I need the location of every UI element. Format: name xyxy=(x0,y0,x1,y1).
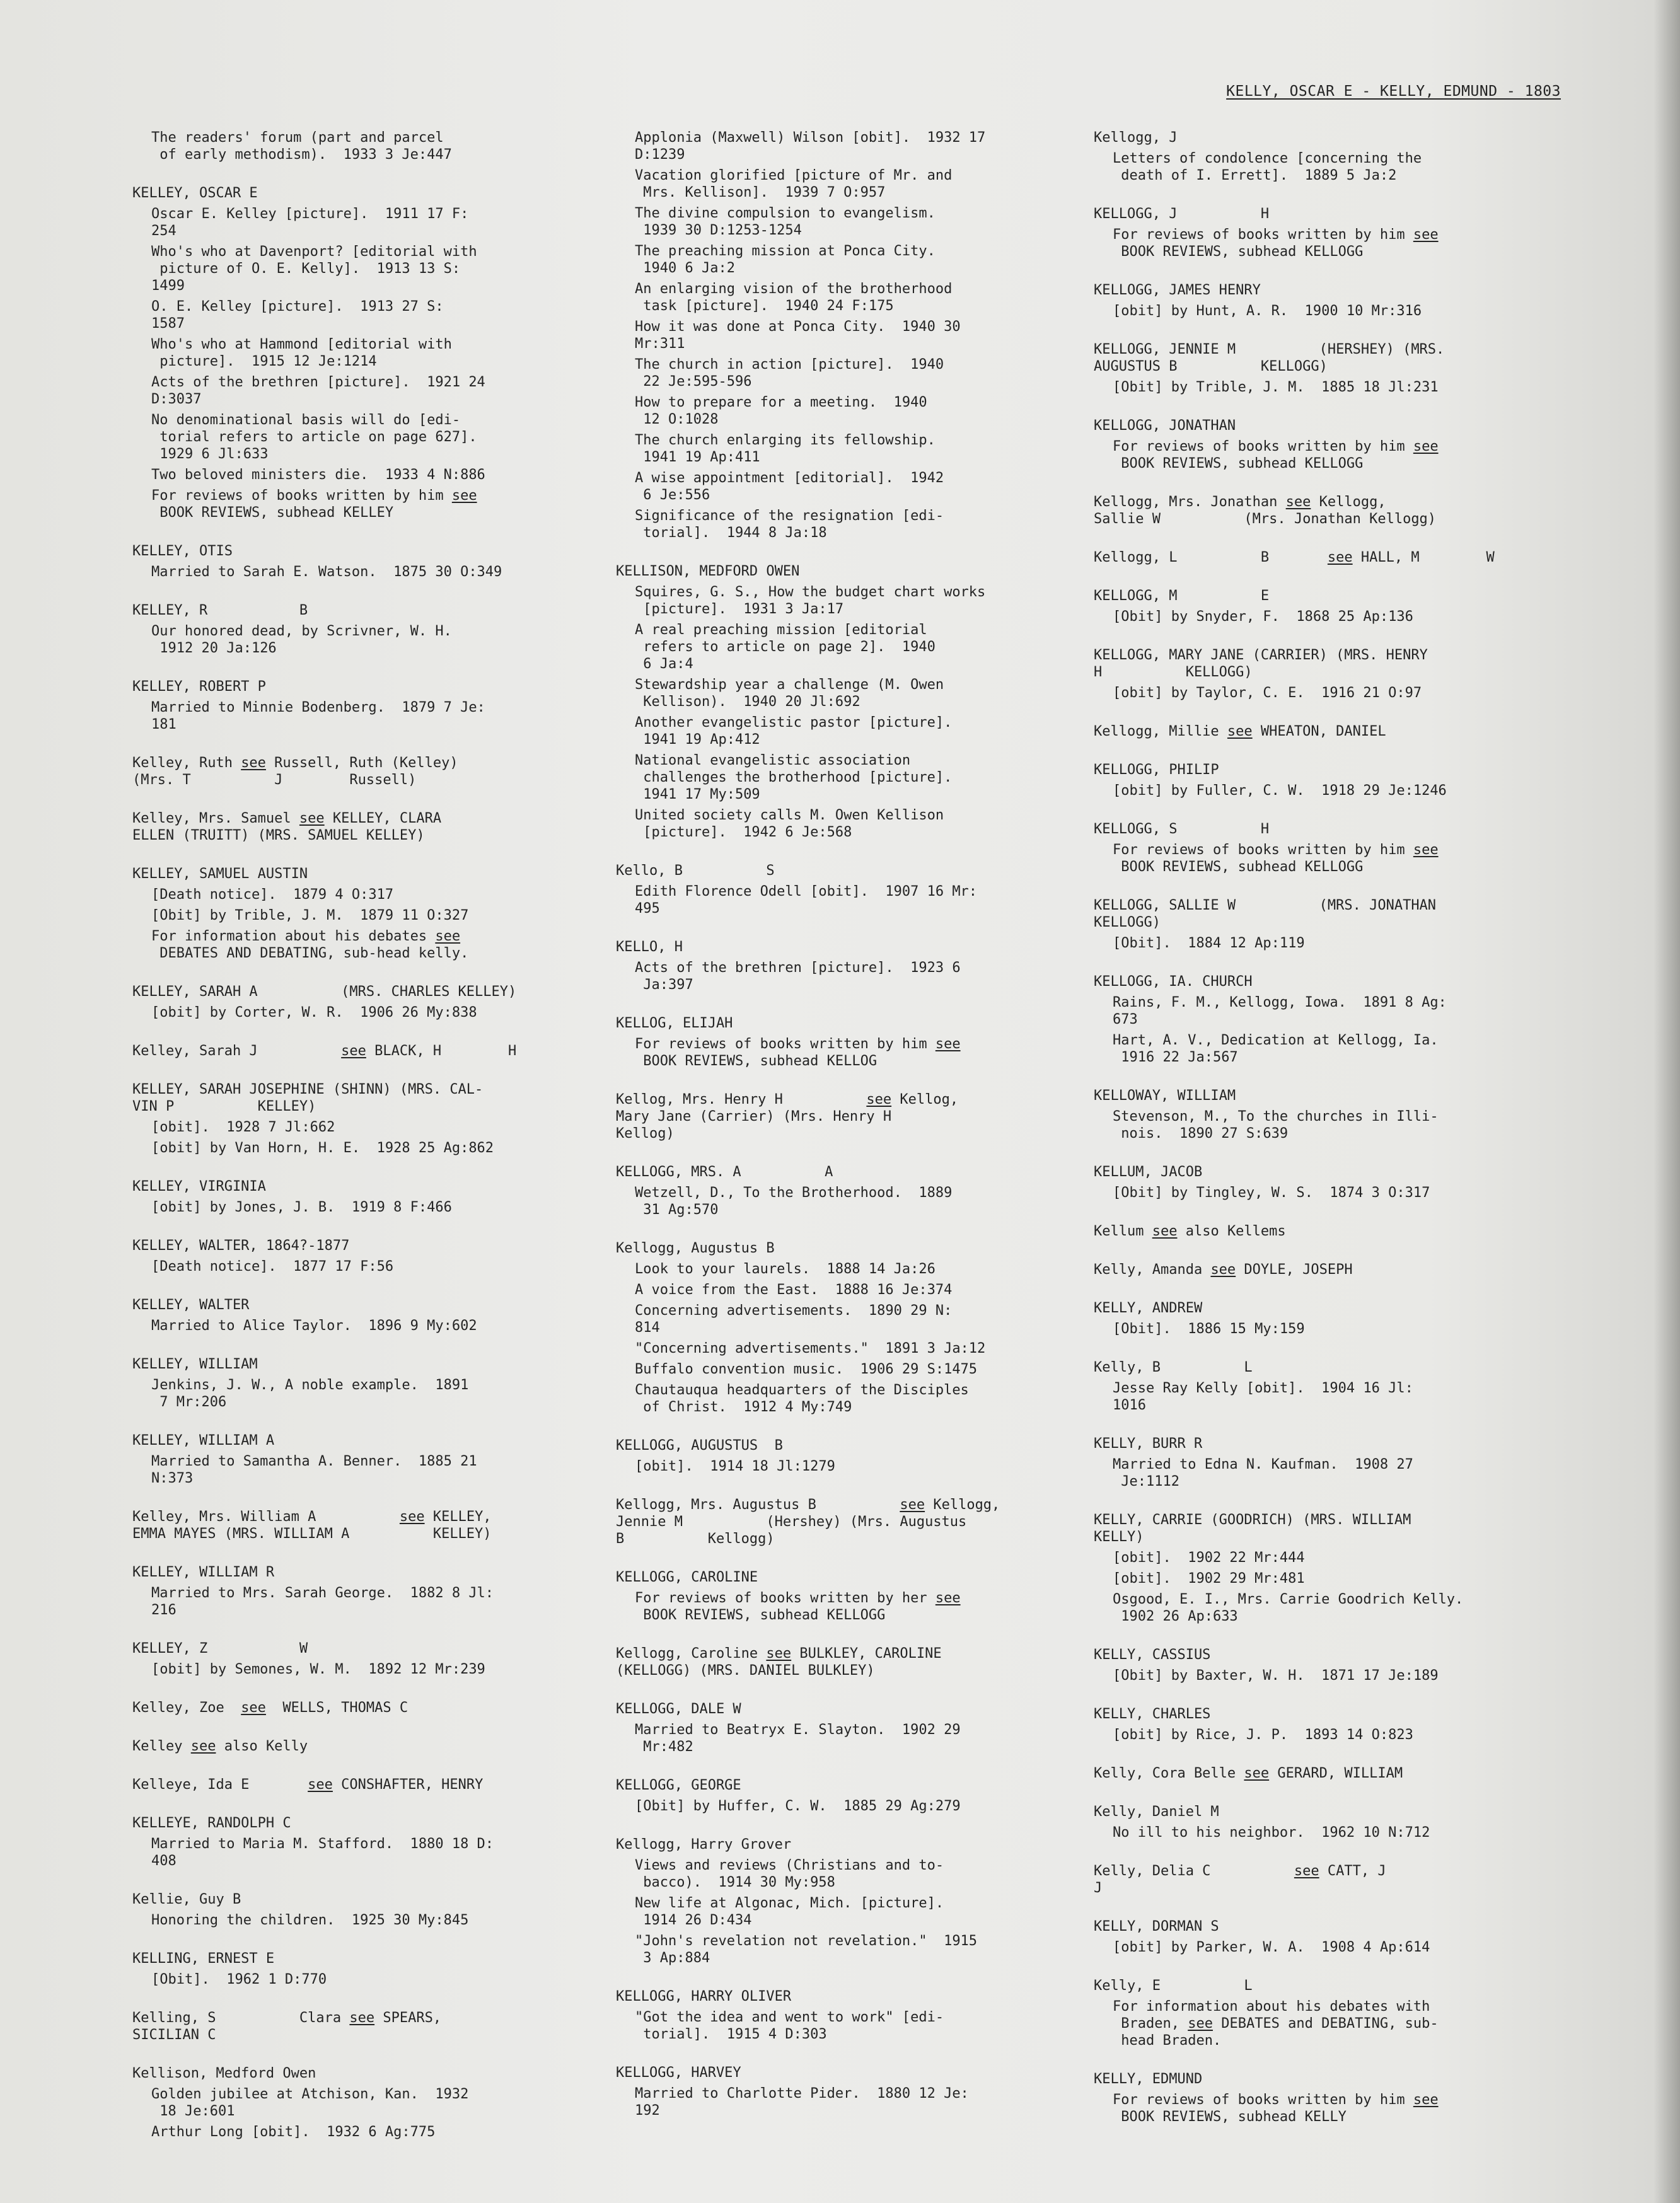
index-entry xyxy=(616,563,1051,841)
entry-heading: KELLOGG, PHILIP xyxy=(1094,762,1219,778)
index-entry xyxy=(132,185,561,521)
entry-heading: Kelly, E L xyxy=(1094,1978,1253,1994)
entry-citation: Two beloved ministers die. 1933 4 N:886 xyxy=(151,467,485,483)
entry-heading: KELLEY, OSCAR E xyxy=(132,185,258,201)
index-column-2 xyxy=(616,129,1051,2141)
entry-citation: For information about his debates with Braden, see DEBATES and DEBATING, sub- head Braden. xyxy=(1113,1999,1439,2049)
see-reference: see xyxy=(1285,494,1311,510)
entry-citation: No ill to his neighbor. 1962 10 N:712 xyxy=(1113,1825,1430,1841)
see-reference: see xyxy=(935,1590,961,1606)
index-entry xyxy=(132,1356,561,1411)
see-reference: see xyxy=(451,488,477,504)
see-reference: see xyxy=(900,1497,925,1513)
entry-heading: Kellison, Medford Owen xyxy=(132,2066,316,2081)
index-entry xyxy=(1094,587,1535,625)
index-entry xyxy=(616,1569,1051,1624)
entry-heading: KELLY, CARRIE (GOODRICH) (MRS. WILLIAM KELLY) xyxy=(1094,1512,1411,1545)
entry-citation: For reviews of books written by him see BOOK REVIEWS, subhead KELLOGG xyxy=(1113,842,1439,875)
entry-citation: Look to your laurels. 1888 14 Ja:26 xyxy=(635,1261,936,1277)
index-entry xyxy=(132,1776,561,1793)
index-entry xyxy=(132,755,561,789)
index-entry xyxy=(1094,494,1535,528)
see-reference: see xyxy=(399,1509,425,1525)
see-reference: see xyxy=(241,755,266,771)
entry-heading: Kelley, Mrs. Samuel see KELLEY, CLARA ELLEN (TRUITT) (MRS. SAMUEL KELLEY) xyxy=(132,811,442,843)
entry-citation: "Got the idea and went to work" [edi- torial]. 1915 4 D:303 xyxy=(635,2009,944,2042)
entry-citation: Acts of the brethren [picture]. 1923 6 Ja:397 xyxy=(635,960,961,993)
entry-citation: O. E. Kelley [picture]. 1913 27 S: 1587 xyxy=(151,299,444,332)
entry-citation: [obit] by Fuller, C. W. 1918 29 Je:1246 xyxy=(1113,783,1447,799)
index-entry xyxy=(1094,1223,1535,1240)
entry-citation: [obit] by Parker, W. A. 1908 4 Ap:614 xyxy=(1113,1940,1430,1955)
entry-heading: KELLOGG, JENNIE M (HERSHEY) (MRS. AUGUSTUS B KELLOGG) xyxy=(1094,342,1445,374)
entry-citation-continued: The divine compulsion to evangelism. 1939 30 D:1253-1254 xyxy=(635,205,936,238)
see-reference: see xyxy=(766,1646,792,1662)
index-entry xyxy=(1094,1435,1535,1490)
entry-citation: [Obit]. 1884 12 Ap:119 xyxy=(1113,935,1305,951)
entry-heading: KELLEY, OTIS xyxy=(132,543,233,559)
index-entry xyxy=(132,810,561,844)
entry-heading: Kellum see also Kellems xyxy=(1094,1223,1286,1239)
entry-heading: KELLEY, WALTER xyxy=(132,1297,250,1313)
see-reference: see xyxy=(1188,2016,1213,2032)
index-entry xyxy=(616,1015,1051,1070)
entry-heading: KELLEY, WALTER, 1864?-1877 xyxy=(132,1238,350,1254)
index-entry xyxy=(1094,647,1535,702)
running-head xyxy=(1202,83,1561,100)
see-reference: see xyxy=(299,811,325,826)
index-entry xyxy=(132,543,561,581)
see-reference: see xyxy=(341,1043,366,1059)
see-reference: see xyxy=(1152,1223,1178,1239)
entry-citation: For reviews of books written by him see BOOK REVIEWS, subhead KELLOGG xyxy=(1113,227,1439,260)
entry-citation: [Death notice]. 1879 4 O:317 xyxy=(151,887,394,903)
see-reference: see xyxy=(1294,1863,1319,1879)
index-entry xyxy=(132,1950,561,1988)
index-entry xyxy=(1094,1706,1535,1743)
entry-heading: Kelly, Daniel M xyxy=(1094,1804,1219,1820)
see-reference: see xyxy=(866,1092,892,1107)
index-entry xyxy=(616,1701,1051,1755)
index-entry xyxy=(132,2009,561,2044)
index-entry xyxy=(132,129,561,163)
entry-citation: Another evangelistic pastor [picture]. 1941 19 Ap:412 xyxy=(635,715,953,748)
index-entry xyxy=(1094,341,1535,396)
index-entry xyxy=(132,1815,561,1870)
entry-heading: KELLEY, SARAH A (MRS. CHARLES KELLEY) xyxy=(132,984,517,1000)
index-entry xyxy=(1094,973,1535,1066)
entry-heading: Kellogg, Mrs. Jonathan see Kellogg, Sallie W (Mrs. Jonathan Kellogg) xyxy=(1094,494,1437,527)
entry-citation: [Obit] by Trible, J. M. 1879 11 O:327 xyxy=(151,908,469,923)
index-entry xyxy=(132,1891,561,1929)
index-entry xyxy=(616,1777,1051,1815)
entry-heading: Kelly, Cora Belle see GERARD, WILLIAM xyxy=(1094,1766,1403,1781)
entry-citation-continued: An enlarging vision of the brotherhood task [picture]. 1940 24 F:175 xyxy=(635,281,953,314)
entry-heading: KELLEY, SARAH JOSEPHINE (SHINN) (MRS. CAL- VIN P KELLEY) xyxy=(132,1082,484,1114)
entry-citation: Honoring the children. 1925 30 My:845 xyxy=(151,1912,469,1928)
entry-heading: KELLOGG, M E xyxy=(1094,588,1270,604)
entry-heading: KELLEYE, RANDOLPH C xyxy=(132,1815,291,1831)
index-entry xyxy=(616,1645,1051,1679)
entry-citation: [Obit] by Snyder, F. 1868 25 Ap:136 xyxy=(1113,609,1413,625)
entry-citation: For information about his debates see DEBATES AND DEBATING, sub-head kelly. xyxy=(151,928,469,961)
entry-citation: Rains, F. M., Kellogg, Iowa. 1891 8 Ag: 673 xyxy=(1113,995,1447,1027)
entry-heading: KELLOGG, HARRY OLIVER xyxy=(616,1989,792,2004)
entry-citation: [obit] by Taylor, C. E. 1916 21 O:97 xyxy=(1113,685,1422,701)
entry-heading: KELLY, BURR R xyxy=(1094,1436,1203,1452)
entry-heading: Kelley, Sarah J see BLACK, H H xyxy=(132,1043,517,1059)
entry-citation: National evangelistic association challenges the brotherhood [picture]. 1941 17 My:509 xyxy=(635,753,953,802)
entry-citation: [Obit]. 1886 15 My:159 xyxy=(1113,1321,1305,1337)
entry-heading: KELLOGG, AUGUSTUS B xyxy=(616,1438,783,1454)
entry-citation: [Obit] by Baxter, W. H. 1871 17 Je:189 xyxy=(1113,1668,1439,1684)
see-reference: see xyxy=(1210,1262,1236,1278)
entry-citation: Our honored dead, by Scrivner, W. H. 1912 20 Ja:126 xyxy=(151,623,452,656)
entry-citation: For reviews of books written by him see BOOK REVIEWS, subhead KELLOGG xyxy=(1113,439,1439,471)
index-entry xyxy=(1094,549,1535,566)
entry-citation: [obit] by Jones, J. B. 1919 8 F:466 xyxy=(151,1200,452,1215)
entry-heading: KELLEY, R B xyxy=(132,603,308,618)
entry-citation: "Concerning advertisements." 1891 3 Ja:12 xyxy=(635,1341,986,1356)
index-entry xyxy=(616,1496,1051,1547)
index-entry xyxy=(132,1178,561,1216)
entry-heading: KELLEY, WILLIAM R xyxy=(132,1564,275,1580)
entry-citation: [obit]. 1902 22 Mr:444 xyxy=(1113,1550,1305,1566)
entry-heading: Kelley see also Kelly xyxy=(132,1738,308,1754)
entry-citation: Views and reviews (Christians and to- bacco). 1914 30 My:958 xyxy=(635,1858,944,1890)
index-entry xyxy=(1094,1918,1535,1956)
index-entry xyxy=(132,1508,561,1542)
entry-citation: Golden jubilee at Atchison, Kan. 1932 18 Je:601 xyxy=(151,2086,469,2119)
entry-citation: Married to Sarah E. Watson. 1875 30 O:349 xyxy=(151,564,502,580)
index-entry xyxy=(1094,205,1535,260)
entry-heading: Kelly, Amanda see DOYLE, JOSEPH xyxy=(1094,1262,1353,1278)
entry-citation: Married to Charlotte Pider. 1880 12 Je: 192 xyxy=(635,2086,969,2119)
entry-heading: KELLOGG, MRS. A A xyxy=(616,1164,833,1180)
entry-citation: [Obit] by Huffer, C. W. 1885 29 Ag:279 xyxy=(635,1798,961,1814)
entry-heading: KELLOWAY, WILLIAM xyxy=(1094,1088,1236,1104)
entry-heading: KELLY, ANDREW xyxy=(1094,1300,1203,1316)
entry-heading: KELLY, CASSIUS xyxy=(1094,1647,1211,1663)
entry-heading: KELLEY, SAMUEL AUSTIN xyxy=(132,866,308,882)
entry-citation: Oscar E. Kelley [picture]. 1911 17 F: 254 xyxy=(151,206,469,239)
entry-citation: [Obit] by Trible, J. M. 1885 18 Jl:231 xyxy=(1113,379,1439,395)
index-entry xyxy=(132,678,561,733)
entry-heading: Kelley, Mrs. William A see KELLEY, EMMA MAYES (MRS. WILLIAM A KELLEY) xyxy=(132,1509,492,1542)
index-entry xyxy=(132,1738,561,1755)
entry-heading: KELLISON, MEDFORD OWEN xyxy=(616,564,800,579)
entry-heading: Kellie, Guy B xyxy=(132,1892,241,1907)
entry-citation: [obit] by Van Horn, H. E. 1928 25 Ag:862 xyxy=(151,1140,494,1156)
entry-heading: KELLEY, VIRGINIA xyxy=(132,1179,266,1194)
entry-citation: Letters of condolence [concerning the death of I. Errett]. 1889 5 Ja:2 xyxy=(1113,151,1422,183)
entry-heading: KELLOGG, DALE W xyxy=(616,1701,741,1717)
index-entry xyxy=(616,1240,1051,1416)
entry-citation: [obit]. 1902 29 Mr:481 xyxy=(1113,1571,1305,1587)
entry-heading: KELLY, EDMUND xyxy=(1094,2071,1203,2087)
entry-heading: KELLY, CHARLES xyxy=(1094,1706,1211,1722)
see-reference: see xyxy=(308,1777,333,1793)
entry-citation-continued: Vacation glorified [picture of Mr. and Mrs. Kellison]. 1939 7 O:957 xyxy=(635,168,953,200)
entry-citation: Married to Beatryx E. Slayton. 1902 29 Mr:482 xyxy=(635,1722,961,1755)
entry-citation: Married to Maria M. Stafford. 1880 18 D: 408 xyxy=(151,1836,494,1869)
entry-heading: Kellogg, Augustus B xyxy=(616,1240,775,1256)
entry-citation: Edith Florence Odell [obit]. 1907 16 Mr: 495 xyxy=(635,884,978,916)
index-entry xyxy=(1094,1646,1535,1684)
index-entry xyxy=(1094,2071,1535,2125)
entry-heading: KELLOG, ELIJAH xyxy=(616,1015,733,1031)
entry-citation: "John's revelation not revelation." 1915 3 Ap:884 xyxy=(635,1933,978,1966)
index-entry xyxy=(1094,1512,1535,1625)
entry-citation: [Obit] by Tingley, W. S. 1874 3 O:317 xyxy=(1113,1185,1430,1201)
index-entry xyxy=(616,129,1051,541)
index-entry xyxy=(616,939,1051,993)
entry-citation: For reviews of books written by him see BOOK REVIEWS, subhead KELLEY xyxy=(151,488,477,521)
entry-citation: [obit] by Rice, J. P. 1893 14 O:823 xyxy=(1113,1727,1413,1743)
entry-citation: Buffalo convention music. 1906 29 S:1475 xyxy=(635,1362,978,1377)
see-reference: see xyxy=(1413,439,1439,454)
entry-citation: Concerning advertisements. 1890 29 N: 814 xyxy=(635,1303,953,1336)
entry-citation: For reviews of books written by him see BOOK REVIEWS, subhead KELLOG xyxy=(635,1036,961,1069)
entry-citation: [obit]. 1914 18 Jl:1279 xyxy=(635,1459,835,1474)
entry-heading: Kellogg, L B see HALL, M W xyxy=(1094,550,1495,565)
entry-citation: A real preaching mission [editorial refers to article on page 2]. 1940 6 Ja:4 xyxy=(635,622,936,672)
index-entry xyxy=(132,983,561,1021)
see-reference: see xyxy=(435,928,461,944)
see-reference: see xyxy=(349,2010,375,2026)
entry-heading: KELLO, H xyxy=(616,939,683,955)
entry-heading: Kelleye, Ida E see CONSHAFTER, HENRY xyxy=(132,1777,484,1793)
entry-citation: Arthur Long [obit]. 1932 6 Ag:775 xyxy=(151,2124,436,2140)
entry-citation: [Obit]. 1962 1 D:770 xyxy=(151,1972,327,1987)
entry-heading: KELLOGG, S H xyxy=(1094,821,1270,837)
entry-citation: [obit]. 1928 7 Jl:662 xyxy=(151,1119,335,1135)
index-entry xyxy=(132,1640,561,1678)
index-entry xyxy=(132,2065,561,2141)
index-entry xyxy=(616,1988,1051,2043)
see-reference: see xyxy=(1413,2092,1439,2108)
entry-citation: Wetzell, D., To the Brotherhood. 1889 31 Ag:570 xyxy=(635,1185,953,1218)
entry-citation: Married to Minnie Bodenberg. 1879 7 Je: 181 xyxy=(151,700,485,732)
entry-heading: Kellogg, Millie see WHEATON, DANIEL xyxy=(1094,724,1386,739)
index-entry xyxy=(1094,129,1535,184)
entry-heading: Kelley, Ruth see Russell, Ruth (Kelley) (Mrs. T J Russell) xyxy=(132,755,458,788)
entry-heading: Kelley, Zoe see WELLS, THOMAS C xyxy=(132,1700,408,1716)
entry-citation: United society calls M. Owen Kellison [picture]. 1942 6 Je:568 xyxy=(635,807,944,840)
entry-citation-continued: The church in action [picture]. 1940 22 Je:595-596 xyxy=(635,357,944,390)
entry-citation: Hart, A. V., Dedication at Kellogg, Ia. 1916 22 Ja:567 xyxy=(1113,1032,1439,1065)
index-entry xyxy=(616,1091,1051,1142)
entry-heading: KELLOGG, J H xyxy=(1094,206,1270,222)
index-entry xyxy=(1094,417,1535,472)
index-entry xyxy=(1094,282,1535,320)
index-entry xyxy=(616,1437,1051,1475)
see-reference: see xyxy=(1327,550,1353,565)
see-reference: see xyxy=(935,1036,961,1052)
see-reference: see xyxy=(1227,724,1253,739)
entry-citation-continued: Applonia (Maxwell) Wilson [obit]. 1932 17 D:1239 xyxy=(635,130,986,163)
see-reference: see xyxy=(1244,1766,1270,1781)
entry-heading: KELLOGG, JONATHAN xyxy=(1094,418,1236,434)
index-entry xyxy=(1094,723,1535,740)
entry-citation: Stewardship year a challenge (M. Owen Kellison). 1940 20 Jl:692 xyxy=(635,677,944,710)
entry-heading: Kelling, S Clara see SPEARS, SICILIAN C xyxy=(132,2010,442,2043)
entry-heading: Kelly, Delia C see CATT, J J xyxy=(1094,1863,1386,1896)
entry-citation-continued: How to prepare for a meeting. 1940 12 O:1028 xyxy=(635,395,927,427)
see-reference: see xyxy=(1413,227,1439,243)
entry-citation: Who's who at Hammond [editorial with picture]. 1915 12 Je:1214 xyxy=(151,337,452,369)
index-entry xyxy=(1094,821,1535,876)
see-reference: see xyxy=(1413,842,1439,858)
index-entry xyxy=(132,1699,561,1716)
index-entry xyxy=(132,1081,561,1157)
entry-citation: [obit] by Hunt, A. R. 1900 10 Mr:316 xyxy=(1113,303,1422,319)
index-entry xyxy=(132,602,561,657)
entry-citation: [obit] by Semones, W. M. 1892 12 Mr:239 xyxy=(151,1662,485,1677)
entry-citation: Jesse Ray Kelly [obit]. 1904 16 Jl: 1016 xyxy=(1113,1380,1413,1413)
entry-citation: No denominational basis will do [edi- torial refers to article on page 627]. 1929 6 Jl:633 xyxy=(151,412,477,462)
entry-citation: For reviews of books written by him see BOOK REVIEWS, subhead KELLY xyxy=(1113,2092,1439,2125)
entry-citation-continued: Significance of the resignation [edi- torial]. 1944 8 Ja:18 xyxy=(635,508,944,541)
index-entry xyxy=(1094,1977,1535,2049)
index-entry xyxy=(1094,1164,1535,1201)
index-entry xyxy=(616,862,1051,917)
entry-citation: Married to Mrs. Sarah George. 1882 8 Jl: 216 xyxy=(151,1585,494,1618)
entry-heading: KELLOGG, CAROLINE xyxy=(616,1570,758,1585)
index-entry xyxy=(616,1836,1051,1967)
index-column-3 xyxy=(1094,129,1535,2147)
index-entry xyxy=(132,865,561,962)
index-entry xyxy=(132,1237,561,1275)
index-entry xyxy=(132,1043,561,1060)
entry-citation: Jenkins, J. W., A noble example. 1891 7 Mr:206 xyxy=(151,1377,469,1410)
entry-heading: KELLEY, WILLIAM xyxy=(132,1356,258,1372)
index-entry xyxy=(1094,1863,1535,1897)
entry-citation: [obit] by Corter, W. R. 1906 26 My:838 xyxy=(151,1005,477,1021)
entry-heading: Kellogg, Mrs. Augustus B see Kellogg, Jennie M (Hershey) (Mrs. Augustus B Kellogg) xyxy=(616,1497,1000,1547)
entry-heading: Kellogg, Caroline see BULKLEY, CAROLINE (KELLOGG) (MRS. DANIEL BULKLEY) xyxy=(616,1646,942,1679)
entry-citation: Osgood, E. I., Mrs. Carrie Goodrich Kelly. 1902 26 Ap:633 xyxy=(1113,1592,1464,1624)
entry-heading: KELLOGG, IA. CHURCH xyxy=(1094,974,1253,990)
entry-heading: KELLUM, JACOB xyxy=(1094,1164,1203,1180)
entry-citation: Squires, G. S., How the budget chart works [picture]. 1931 3 Ja:17 xyxy=(635,584,986,617)
entry-citation: Married to Samantha A. Benner. 1885 21 N:373 xyxy=(151,1454,477,1486)
entry-citation: Who's who at Davenport? [editorial with picture of O. E. Kelly]. 1913 13 S: 1499 xyxy=(151,244,477,294)
index-entry xyxy=(616,1164,1051,1218)
index-entry xyxy=(1094,1261,1535,1278)
index-entry xyxy=(132,1564,561,1619)
entry-citation-continued: The readers' forum (part and parcel of early methodism). 1933 3 Je:447 xyxy=(151,130,452,163)
entry-citation: Acts of the brethren [picture]. 1921 24 D:3037 xyxy=(151,374,485,407)
entry-citation: A voice from the East. 1888 16 Je:374 xyxy=(635,1282,953,1298)
index-entry xyxy=(1094,1087,1535,1142)
entry-heading: Kello, B S xyxy=(616,863,775,879)
entry-citation-continued: How it was done at Ponca City. 1940 30 Mr:311 xyxy=(635,319,961,352)
index-entry xyxy=(1094,897,1535,952)
index-entry xyxy=(1094,1300,1535,1338)
see-reference: see xyxy=(190,1738,216,1754)
entry-heading: Kellogg, J xyxy=(1094,130,1178,146)
entry-citation: Stevenson, M., To the churches in Illi- nois. 1890 27 S:639 xyxy=(1113,1109,1439,1142)
entry-citation-continued: A wise appointment [editorial]. 1942 6 Je:556 xyxy=(635,470,944,503)
index-column-1 xyxy=(132,129,561,2162)
entry-heading: KELLOGG, MARY JANE (CARRIER) (MRS. HENRY H KELLOGG) xyxy=(1094,647,1428,680)
entry-citation: [Death notice]. 1877 17 F:56 xyxy=(151,1259,394,1275)
index-entry xyxy=(1094,1359,1535,1414)
entry-citation: For reviews of books written by her see BOOK REVIEWS, subhead KELLOGG xyxy=(635,1590,961,1623)
entry-citation: Chautauqua headquarters of the Disciples of Christ. 1912 4 My:749 xyxy=(635,1382,969,1415)
index-entry xyxy=(132,1297,561,1334)
index-entry xyxy=(1094,761,1535,799)
entry-heading: KELLEY, Z W xyxy=(132,1641,308,1657)
entry-citation: Married to Edna N. Kaufman. 1908 27 Je:1112 xyxy=(1113,1457,1413,1489)
entry-heading: KELLOGG, GEORGE xyxy=(616,1778,741,1793)
running-head-title: KELLY, OSCAR E - KELLY, EDMUND - 1803 xyxy=(1226,83,1561,100)
index-entry xyxy=(1094,1765,1535,1782)
entry-citation: Married to Alice Taylor. 1896 9 My:602 xyxy=(151,1318,477,1334)
entry-heading: Kellogg, Harry Grover xyxy=(616,1837,792,1853)
entry-heading: KELLING, ERNEST E xyxy=(132,1951,275,1967)
index-entry xyxy=(132,1432,561,1487)
index-entry xyxy=(1094,1803,1535,1841)
see-reference: see xyxy=(241,1700,266,1716)
entry-heading: KELLEY, ROBERT P xyxy=(132,679,266,695)
entry-citation: New life at Algonac, Mich. [picture]. 1914 26 D:434 xyxy=(635,1895,944,1928)
entry-heading: Kellog, Mrs. Henry H see Kellog, Mary Jane (Carrier) (Mrs. Henry H Kellog) xyxy=(616,1092,959,1142)
entry-citation-continued: The preaching mission at Ponca City. 1940 6 Ja:2 xyxy=(635,243,936,276)
entry-heading: Kelly, B L xyxy=(1094,1360,1253,1375)
entry-heading: KELLOGG, JAMES HENRY xyxy=(1094,282,1261,298)
entry-citation-continued: The church enlarging its fellowship. 1941 19 Ap:411 xyxy=(635,432,936,465)
entry-heading: KELLEY, WILLIAM A xyxy=(132,1433,275,1448)
index-entry xyxy=(616,2064,1051,2119)
entry-heading: KELLOGG, SALLIE W (MRS. JONATHAN KELLOGG) xyxy=(1094,898,1437,930)
entry-heading: KELLY, DORMAN S xyxy=(1094,1919,1219,1934)
entry-heading: KELLOGG, HARVEY xyxy=(616,2065,741,2081)
